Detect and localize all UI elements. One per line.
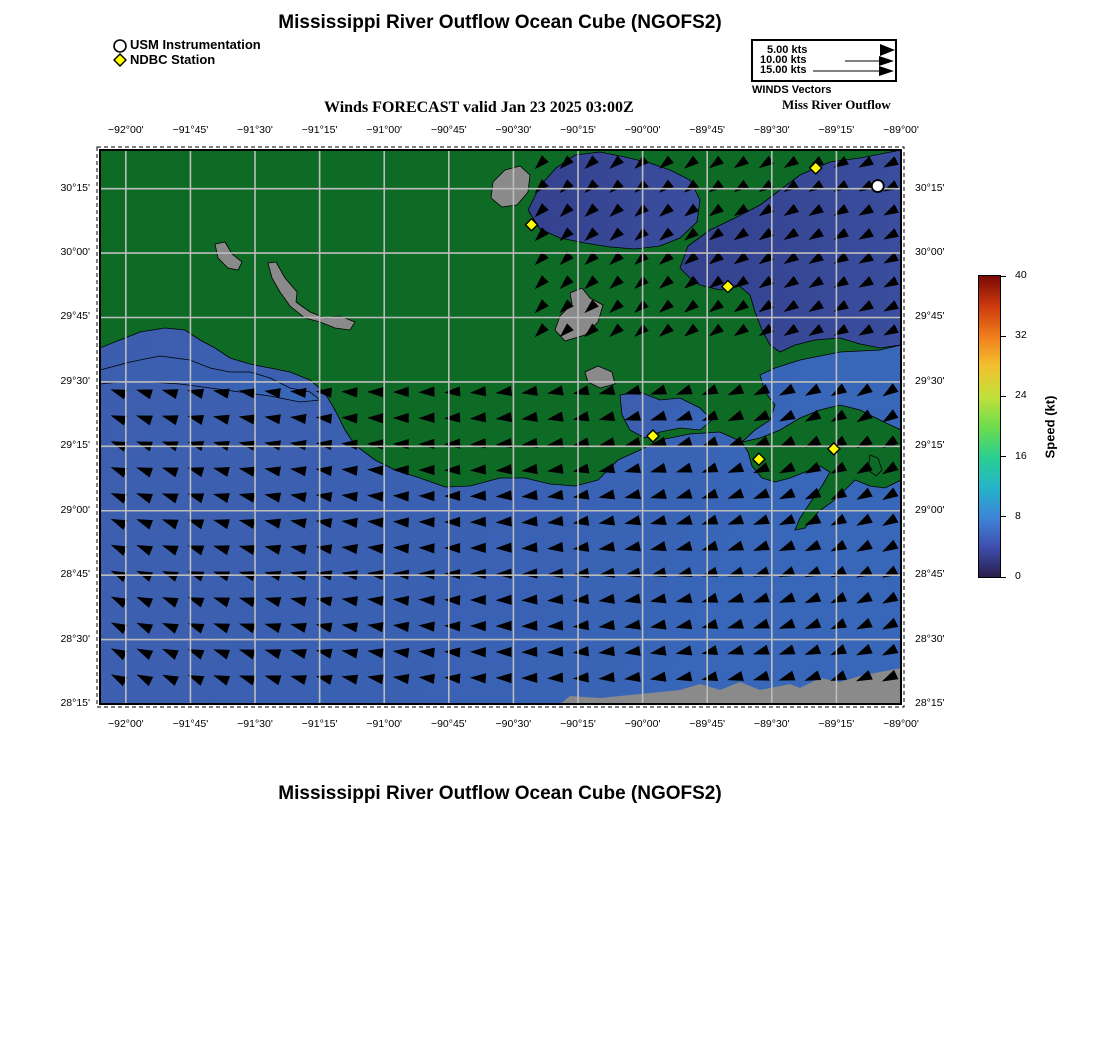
tick-label: 29°15' bbox=[915, 439, 945, 452]
tick-label: −92°00' bbox=[107, 124, 144, 136]
tick-label: 28°45' bbox=[60, 568, 90, 581]
tick-label: −91°45' bbox=[172, 124, 209, 136]
legend-usm-label: USM Instrumentation bbox=[130, 37, 261, 52]
footer-title: Mississippi River Outflow Ocean Cube (NGOFS2) bbox=[278, 783, 722, 804]
tick-label: −91°30' bbox=[237, 124, 273, 136]
tick-label: 28°30' bbox=[915, 632, 945, 645]
tick-label: 30°00' bbox=[60, 246, 90, 259]
tick-label: −91°45' bbox=[172, 718, 209, 730]
colorbar bbox=[978, 275, 1001, 578]
tick-label: −89°30' bbox=[753, 718, 790, 730]
tick-label: −91°15' bbox=[301, 718, 338, 730]
vector-legend-entry: 5.00 kts bbox=[767, 44, 808, 56]
tick-label: −90°30' bbox=[495, 124, 532, 136]
tick-label: 29°00' bbox=[60, 503, 90, 516]
vector-legend-entry: 15.00 kts bbox=[760, 64, 807, 76]
colorbar-label: Speed (kt) bbox=[1042, 395, 1058, 459]
tick-label: 28°45' bbox=[915, 568, 945, 581]
tick-label: 29°45' bbox=[60, 310, 90, 323]
tick-label: −90°15' bbox=[560, 718, 596, 730]
tick-label: 29°15' bbox=[60, 439, 90, 452]
tick-label: 29°00' bbox=[915, 503, 945, 516]
tick-label: −89°45' bbox=[689, 718, 726, 730]
legend-ndbc-label: NDBC Station bbox=[130, 52, 216, 67]
tick-label: −90°15' bbox=[560, 124, 596, 136]
colorbar-tick-label: 8 bbox=[1015, 509, 1021, 522]
colorbar-tick-mark bbox=[1001, 577, 1006, 578]
tick-label: −91°00' bbox=[366, 718, 403, 730]
tick-label: −90°00' bbox=[624, 718, 661, 730]
tick-label: 28°30' bbox=[60, 632, 90, 645]
tick-label: −89°15' bbox=[818, 718, 855, 730]
tick-label: 29°30' bbox=[915, 374, 945, 387]
tick-label: −90°00' bbox=[624, 124, 661, 136]
tick-label: −91°00' bbox=[366, 124, 403, 136]
forecast-subtitle: Winds FORECAST valid Jan 23 2025 03:00Z bbox=[324, 99, 634, 116]
tick-label: 28°15' bbox=[915, 697, 945, 709]
page-title: Mississippi River Outflow Ocean Cube (NGOFS2) bbox=[278, 12, 722, 33]
colorbar-tick-label: 40 bbox=[1015, 269, 1027, 281]
tick-label: −90°30' bbox=[495, 718, 532, 730]
colorbar-tick-mark bbox=[1001, 396, 1006, 397]
vector-legend-entry: 10.00 kts bbox=[760, 54, 807, 66]
tick-label: 29°30' bbox=[60, 374, 90, 387]
colorbar-tick-label: 0 bbox=[1015, 570, 1021, 582]
tick-label: −89°00' bbox=[883, 718, 919, 730]
colorbar-tick-label: 32 bbox=[1015, 329, 1027, 342]
colorbar-tick-mark bbox=[1001, 516, 1006, 517]
tick-label: −89°30' bbox=[753, 124, 790, 136]
tick-label: 30°00' bbox=[915, 246, 945, 259]
tick-label: 30°15' bbox=[60, 181, 90, 194]
region-label: Miss River Outflow bbox=[782, 97, 891, 112]
tick-label: 28°15' bbox=[60, 697, 90, 709]
colorbar-tick-mark bbox=[1001, 276, 1006, 277]
colorbar-tick-mark bbox=[1001, 456, 1006, 457]
colorbar-tick-label: 24 bbox=[1015, 389, 1027, 402]
tick-label: −91°30' bbox=[237, 718, 273, 730]
tick-label: −91°15' bbox=[301, 124, 338, 136]
tick-label: −89°15' bbox=[818, 124, 855, 136]
usm-station-icon bbox=[872, 180, 884, 192]
tick-label: −92°00' bbox=[107, 718, 144, 730]
colorbar-tick-label: 16 bbox=[1015, 449, 1027, 462]
tick-label: 29°45' bbox=[915, 310, 945, 323]
tick-label: −89°00' bbox=[883, 124, 919, 136]
tick-label: 30°15' bbox=[915, 181, 945, 194]
tick-label: −90°45' bbox=[430, 718, 467, 730]
colorbar-tick-mark bbox=[1001, 336, 1006, 337]
vector-legend-caption: WINDS Vectors bbox=[752, 84, 832, 96]
tick-label: −90°45' bbox=[430, 124, 467, 136]
tick-label: −89°45' bbox=[689, 124, 726, 136]
